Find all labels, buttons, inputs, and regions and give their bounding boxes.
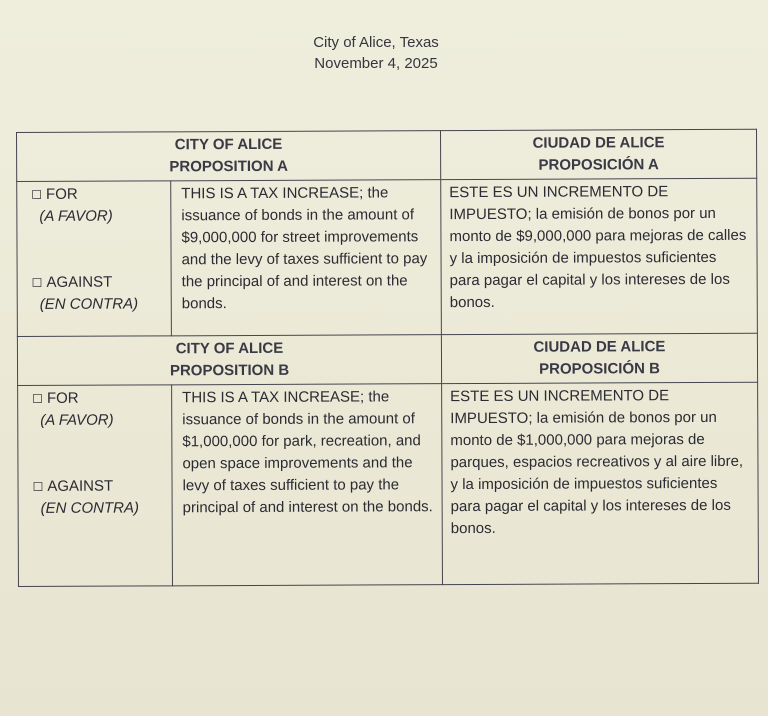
document-header [0,32,752,74]
proposition-b-ciudad: CIUDAD DE ALICE [533,338,666,356]
proposition-b-text-es: ESTE ES UN INCREMENTO DE IMPUESTO; la emisión de bonos por un monto de $1,000,000 para mejoras de parques, espacios recreativos y al aire libre, y la imposición de impuestos suficientes para pagar el capital y los intereses de los bonos. [442,382,759,584]
proposition-a-title-es [440,129,756,179]
proposition-a-ciudad: CIUDAD DE ALICE [532,134,665,152]
against-label-es: (EN CONTRA) [39,295,139,313]
for-label-es: (A FAVOR) [40,411,114,429]
for-label: FOR [46,185,78,203]
proposition-b-text-en: THIS IS A TAX INCREASE; the issuance of bonds in the amount of $1,000,000 for park, recreation, and open space improvements and the levy of taxes sufficient to pay the principal of and interest on the bonds. [172,384,443,586]
proposition-a-choices [17,181,172,337]
against-label: AGAINST [46,273,113,291]
proposition-b-city: CITY OF ALICE [175,339,284,358]
proposition-a-against-option[interactable] [26,271,163,294]
proposition-a-city: CITY OF ALICE [174,135,283,154]
proposition-b-title-es [441,333,757,383]
against-label-es: (EN CONTRA) [40,499,140,517]
header-city: City of Alice, Texas [313,34,439,51]
proposition-a-title-en [17,131,441,182]
proposition-b-choices [18,385,173,587]
checkbox-icon[interactable]: ☐ [32,479,44,494]
proposition-b-body-row [18,382,759,586]
proposition-a-text-en: THIS IS A TAX INCREASE; the issuance of bonds in the amount of $9,000,000 for street improvements and the levy of taxes sufficient to pay the principal of and interest on the bonds. [171,180,442,336]
proposition-a-title-row [17,129,757,181]
proposition-b-title-en [17,335,441,386]
ballot-table [16,129,759,587]
proposition-a-for-option[interactable] [25,183,162,206]
proposition-b-label: PROPOSITION B [169,361,290,380]
proposition-b-for-option[interactable] [26,387,163,410]
proposition-a-label: PROPOSITION A [169,157,289,176]
proposition-a-proposicion: PROPOSICIÓN A [538,156,659,174]
proposition-b-title-row [17,333,757,385]
checkbox-icon[interactable]: ☐ [31,275,43,290]
proposition-b-proposicion: PROPOSICIÓN B [539,360,660,378]
against-label: AGAINST [47,477,114,495]
header-date: November 4, 2025 [314,55,438,72]
proposition-a-body-row [17,178,758,336]
proposition-a-text-es: ESTE ES UN INCREMENTO DE IMPUESTO; la emisión de bonos por un monto de $9,000,000 para mejoras de calles y la imposición de impuestos suficientes para pagar el capital y los intereses de los bonos. [441,178,758,334]
proposition-b-against-option[interactable] [27,475,164,498]
for-label-es: (A FAVOR) [39,207,113,225]
checkbox-icon[interactable]: ☐ [31,187,43,202]
checkbox-icon[interactable]: ☐ [32,391,43,406]
for-label: FOR [46,389,79,407]
